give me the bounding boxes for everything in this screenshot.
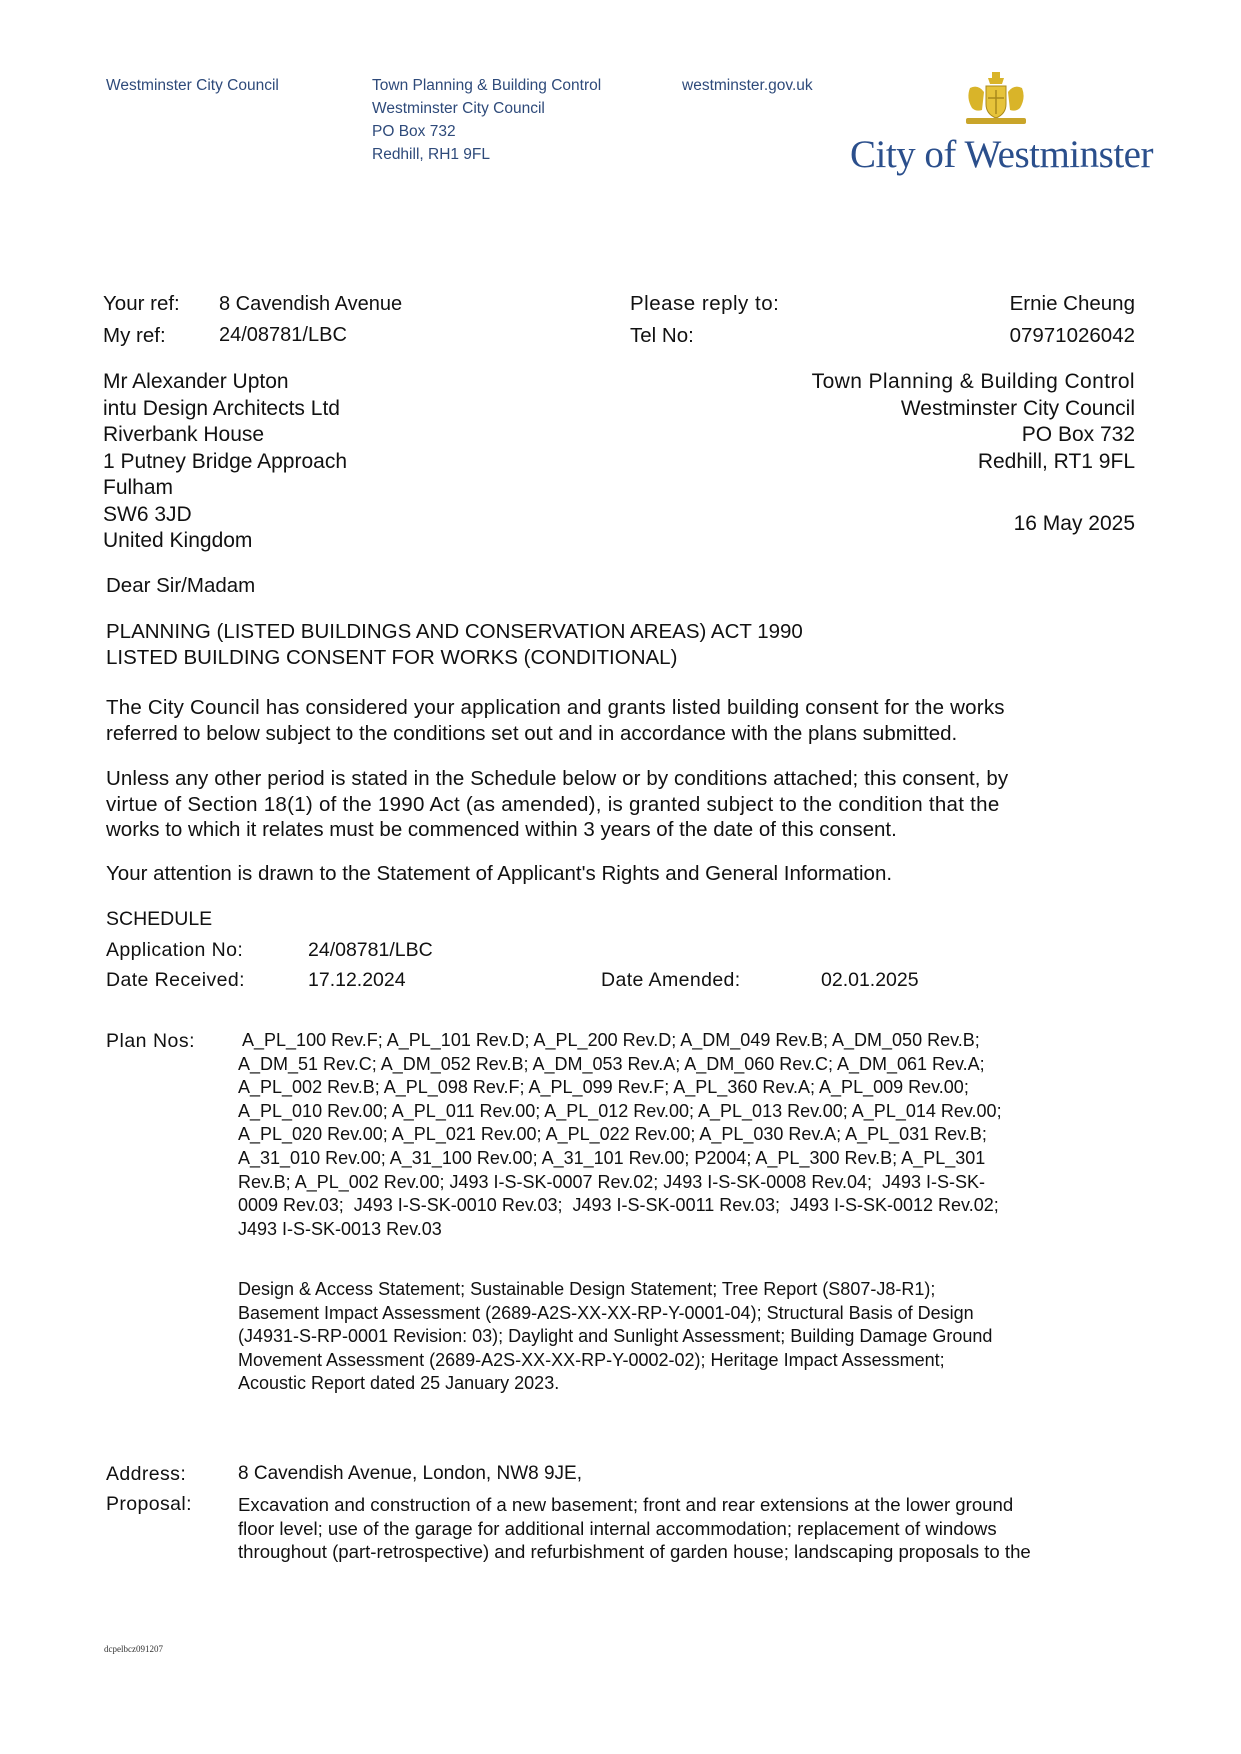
plan-line: 0009 Rev.03; J493 I-S-SK-0010 Rev.03; J493 I-S-SK-0011 Rev.03; J493 I-S-SK-0012 Rev.02; (238, 1195, 999, 1216)
proposal-line: throughout (part-retrospective) and refurbishment of garden house; landscaping proposals to the (238, 1541, 1031, 1563)
reply-to-label: Please reply to: (630, 292, 780, 315)
dept-line: Town Planning & Building Control (372, 77, 602, 94)
your-ref-value: 8 Cavendish Avenue (219, 293, 403, 315)
proposal-line: Excavation and construction of a new basement; front and rear extensions at the lower ground (238, 1494, 1014, 1515)
schedule-heading: SCHEDULE (106, 908, 213, 930)
plan-numbers (238, 1029, 1138, 1241)
recipient-line: Mr Alexander Upton (103, 370, 289, 393)
plan-line: A_PL_100 Rev.F; A_PL_101 Rev.D; A_PL_200 Rev.D; A_DM_049 Rev.B; A_DM_050 Rev.B; (238, 1030, 980, 1050)
recipient-line: SW6 3JD (103, 502, 192, 526)
sender-line: PO Box 732 (1021, 423, 1135, 446)
salutation: Dear Sir/Madam (106, 574, 256, 597)
plan-nos-label: Plan Nos: (106, 1030, 196, 1052)
tel-number: 07971026042 (1009, 324, 1135, 347)
proposal-line: floor level; use of the garage for additional internal accommodation; replacement of windows (238, 1517, 997, 1539)
paragraph-line: Unless any other period is stated in the Schedule below or by conditions attached; this consent, by (106, 767, 1009, 790)
my-ref-label: My ref: (103, 324, 166, 347)
my-ref-value: 24/08781/LBC (219, 324, 347, 346)
website-link[interactable]: westminster.gov.uk (682, 77, 813, 94)
paragraph-rights: Your attention is drawn to the Statement of Applicant's Rights and General Information. (106, 862, 893, 885)
date-amended-label: Date Amended: (601, 969, 741, 991)
plan-line: Rev.B; A_PL_002 Rev.00; J493 I-S-SK-0007 Rev.02; J493 I-S-SK-0008 Rev.04; J493 I-S-SK- (238, 1171, 986, 1192)
plan-line: A_31_010 Rev.00; A_31_100 Rev.00; A_31_101 Rev.00; P2004; A_PL_300 Rev.B; A_PL_301 (238, 1147, 986, 1168)
document-line: Acoustic Report dated 25 January 2023. (238, 1373, 560, 1394)
act-title (106, 619, 803, 670)
dept-line: PO Box 732 (372, 123, 456, 140)
recipient-line: Riverbank House (103, 423, 265, 446)
sender-line: Westminster City Council (900, 396, 1135, 420)
act-title-line: PLANNING (LISTED BUILDINGS AND CONSERVATION AREAS) ACT 1990 (106, 620, 803, 643)
document-line: Movement Assessment (2689-A2S-XX-XX-RP-Y-0002-02); Heritage Impact Assessment; (238, 1349, 945, 1370)
recipient-line: United Kingdom (103, 529, 253, 552)
dept-address (372, 74, 601, 166)
document-line: (J4931-S-RP-0001 Revision: 03); Daylight and Sunlight Assessment; Building Damage Ground (238, 1326, 993, 1347)
application-no-value: 24/08781/LBC (308, 939, 433, 961)
address-value: 8 Cavendish Avenue, London, NW8 9JE, (238, 1463, 582, 1484)
city-of-westminster-logo: City of Westminster (850, 133, 1153, 176)
paragraph-line: The City Council has considered your application and grants listed building consent for the works (106, 696, 1005, 719)
reply-to-name: Ernie Cheung (1009, 292, 1135, 315)
date-received-value: 17.12.2024 (308, 969, 406, 991)
plan-line: A_DM_51 Rev.C; A_DM_052 Rev.B; A_DM_053 Rev.A; A_DM_060 Rev.C; A_DM_061 Rev.A; (238, 1053, 985, 1074)
plan-line: A_PL_020 Rev.00; A_PL_021 Rev.00; A_PL_022 Rev.00; A_PL_030 Rev.A; A_PL_031 Rev.B; (238, 1124, 987, 1145)
address-label: Address: (106, 1463, 187, 1485)
dept-line: Redhill, RH1 9FL (372, 146, 491, 163)
paragraph-line: virtue of Section 18(1) of the 1990 Act (as amended), is granted subject to the condition that the (106, 792, 1000, 816)
document-code: dcpelbcz091207 (104, 1644, 163, 1654)
date-received-label: Date Received: (106, 969, 245, 991)
paragraph-line: works to which it relates must be commenced within 3 years of the date of this consent. (106, 818, 897, 841)
date-amended-value: 02.01.2025 (821, 969, 919, 991)
sender-address (812, 369, 1135, 475)
supporting-documents (238, 1278, 1138, 1396)
act-title-line: LISTED BUILDING CONSENT FOR WORKS (CONDITIONAL) (106, 645, 678, 669)
recipient-line: Fulham (103, 476, 174, 499)
letter-date: 16 May 2025 (1013, 512, 1135, 535)
recipient-line: intu Design Architects Ltd (103, 396, 340, 420)
recipient-line: 1 Putney Bridge Approach (103, 449, 348, 473)
document-line: Design & Access Statement; Sustainable Design Statement; Tree Report (S807-J8-R1); (238, 1279, 936, 1299)
proposal-text (238, 1493, 1138, 1564)
paragraph-consent (106, 695, 1005, 746)
tel-label: Tel No: (630, 324, 694, 347)
plan-line: A_PL_002 Rev.B; A_PL_098 Rev.F; A_PL_099 Rev.F; A_PL_360 Rev.A; A_PL_009 Rev.00; (238, 1077, 969, 1098)
proposal-label: Proposal: (106, 1493, 192, 1515)
plan-line: J493 I-S-SK-0013 Rev.03 (238, 1218, 442, 1239)
dept-line: Westminster City Council (372, 100, 545, 117)
sender-line: Town Planning & Building Control (811, 370, 1135, 393)
paragraph-period (106, 766, 1008, 843)
org-name: Westminster City Council (106, 77, 279, 94)
plan-line: A_PL_010 Rev.00; A_PL_011 Rev.00; A_PL_012 Rev.00; A_PL_013 Rev.00; A_PL_014 Rev.00; (238, 1100, 1002, 1121)
paragraph-line: referred to below subject to the conditions set out and in accordance with the plans submitted. (106, 721, 958, 745)
your-ref-label: Your ref: (103, 292, 180, 315)
application-no-label: Application No: (106, 939, 244, 961)
coat-of-arms-icon (962, 72, 1030, 126)
sender-line: Redhill, RT1 9FL (977, 449, 1135, 473)
recipient-address (103, 369, 347, 555)
document-line: Basement Impact Assessment (2689-A2S-XX-XX-RP-Y-0001-04); Structural Basis of Design (238, 1302, 974, 1323)
